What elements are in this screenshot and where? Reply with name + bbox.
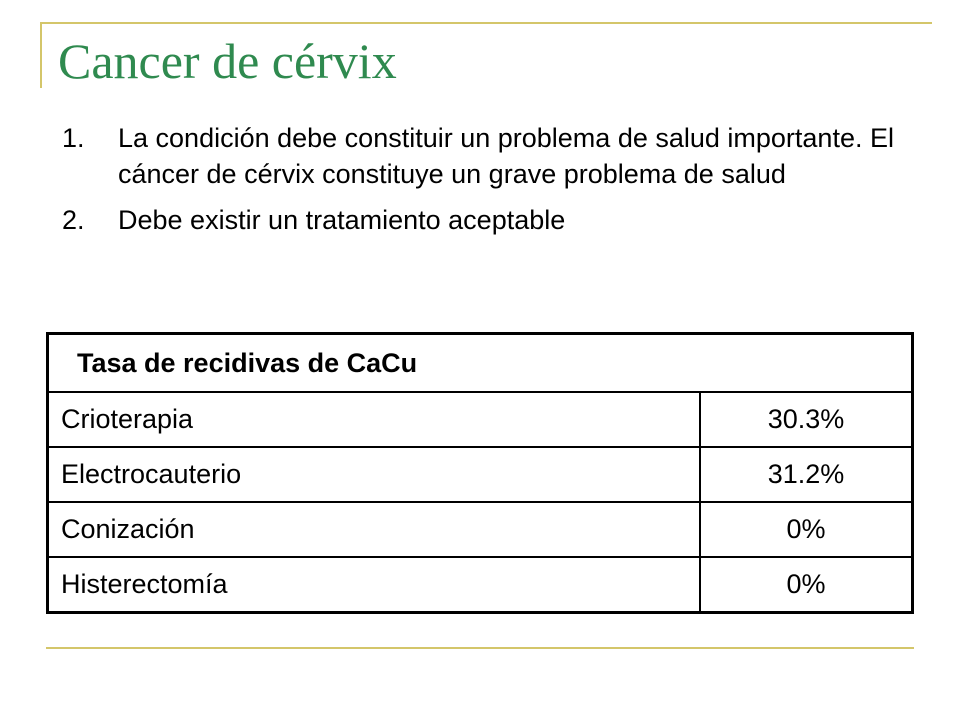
- table-row: [48, 557, 913, 613]
- top-accent-line: [40, 22, 932, 24]
- list-item: [62, 120, 912, 192]
- recurrence-rate: 31.2%: [700, 447, 913, 502]
- list-item-text: Debe existir un tratamiento aceptable: [118, 205, 566, 235]
- recurrence-rate: 0%: [700, 502, 913, 557]
- list-item-text: La condición debe constituir un problema de salud importante. El cáncer de cérvix constituye un grave problema de salud: [118, 123, 894, 189]
- bottom-accent-line: [46, 647, 914, 649]
- treatment-name: Conización: [48, 502, 701, 557]
- treatment-name: Electrocauterio: [48, 447, 701, 502]
- table-header: Tasa de recidivas de CaCu: [48, 334, 913, 393]
- recurrence-rate: 30.3%: [700, 392, 913, 447]
- list-item-number: 1.: [62, 123, 85, 153]
- recurrence-rate-table: [46, 332, 914, 614]
- table-row: [48, 502, 913, 557]
- treatment-name: Crioterapia: [48, 392, 701, 447]
- criteria-list: [62, 120, 912, 248]
- table-row: [48, 447, 913, 502]
- table-row: [48, 392, 913, 447]
- treatment-name: Histerectomía: [48, 557, 701, 613]
- table-header-row: [48, 334, 913, 393]
- slide-title: Cancer de cérvix: [58, 33, 397, 89]
- recurrence-rate: 0%: [700, 557, 913, 613]
- list-item: [62, 202, 912, 238]
- left-accent-line: [40, 22, 42, 88]
- list-item-number: 2.: [62, 205, 85, 235]
